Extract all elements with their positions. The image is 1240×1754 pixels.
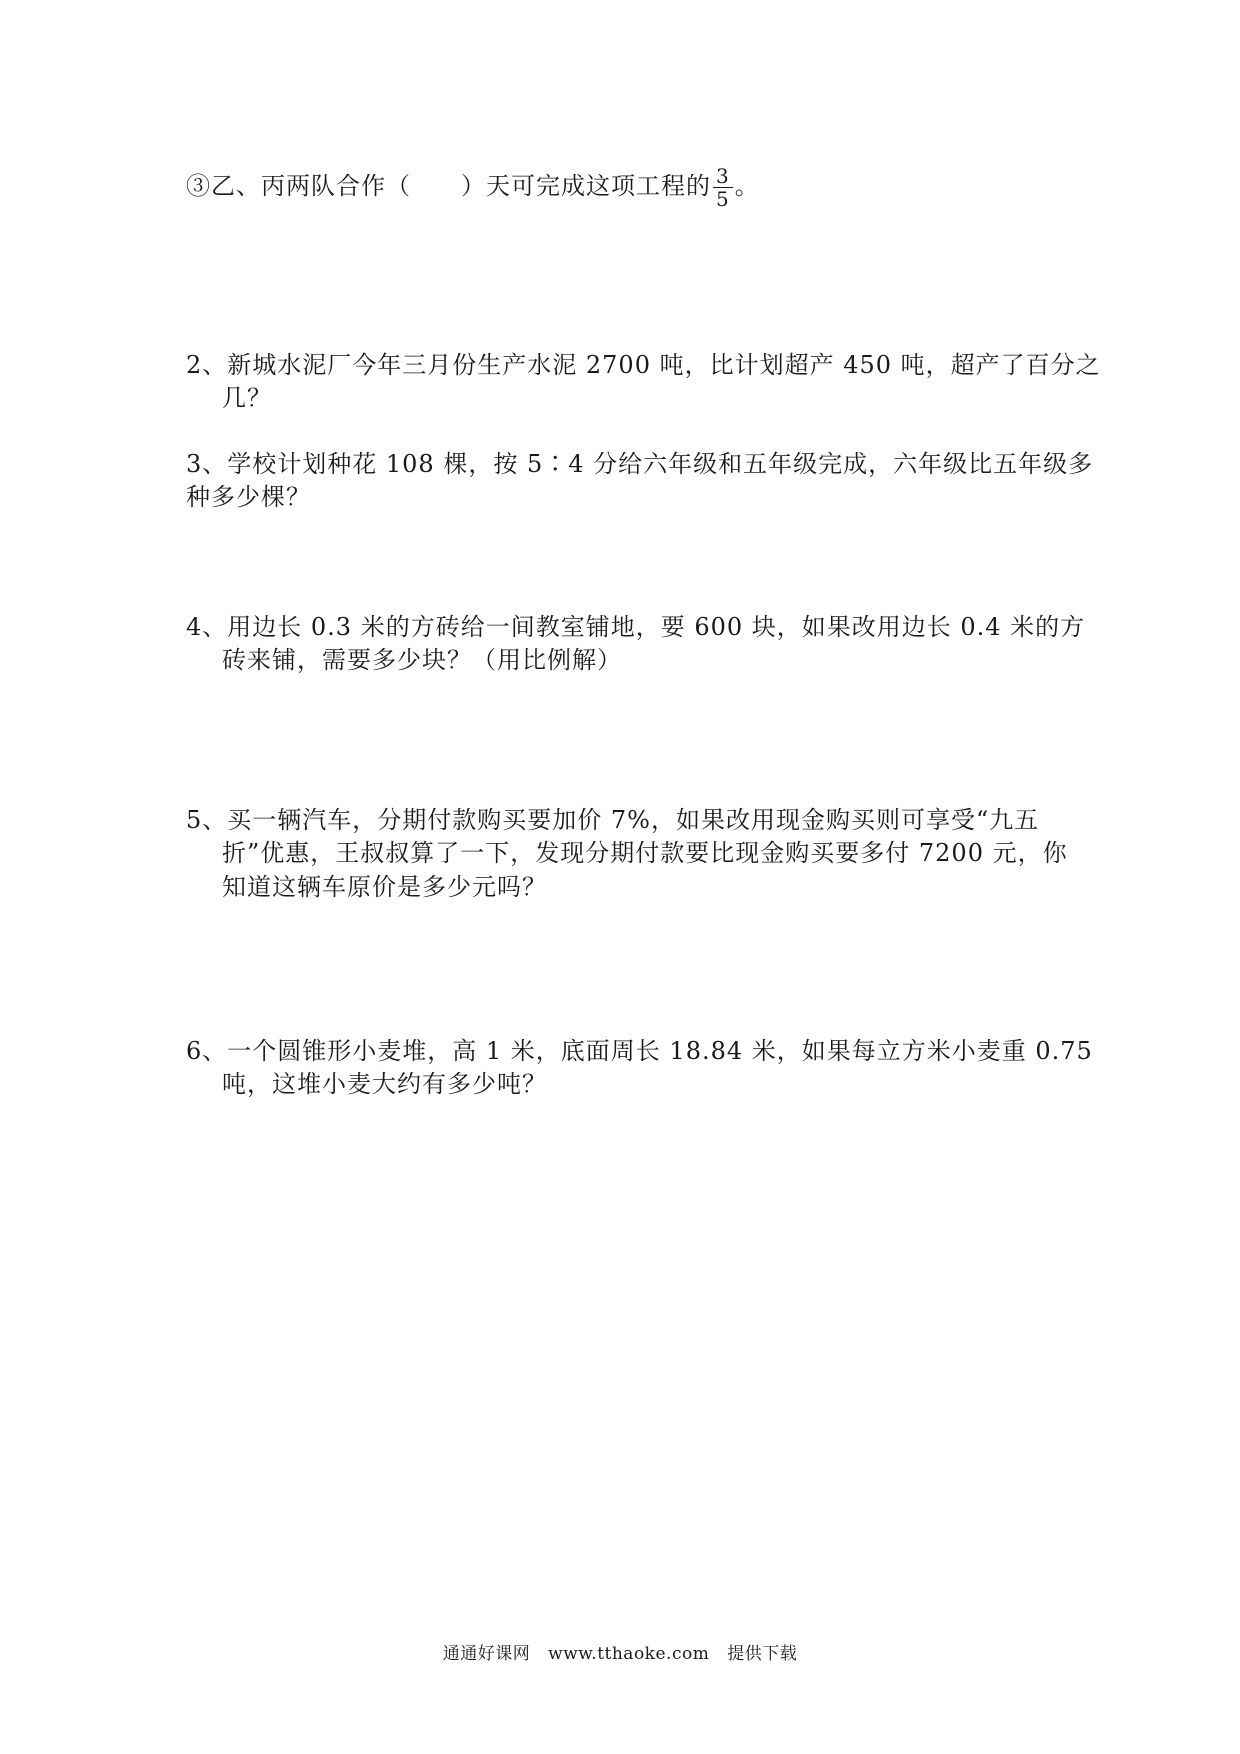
footer	[0, 1643, 1240, 1665]
question-5-line-2: 折”优惠，王叔叔算了一下，发现分期付款要比现金购买要多付 7200 元，你	[222, 839, 1068, 867]
question-text: ③乙、丙两队合作（ ）天可完成这项工程的	[186, 172, 711, 200]
question-5-line-3: 知道这辆车原价是多少元吗？	[222, 873, 547, 901]
question-1-part-3	[186, 165, 760, 210]
question-4-line-2: 砖来铺，需要多少块？（用比例解）	[222, 646, 622, 674]
footer-site-name: 通通好课网	[442, 1644, 531, 1664]
question-4-line-1: 4、用边长 0.3 米的方砖给一间教室铺地，要 600 块，如果改用边长 0.4 米的方	[186, 613, 1086, 641]
fraction-denominator: 5	[716, 187, 730, 211]
footer-url: www.tthaoke.com	[548, 1644, 710, 1664]
question-2-line-2: 几？	[222, 384, 272, 412]
footer-download-text: 提供下载	[727, 1644, 798, 1664]
question-6-line-1: 6、一个圆锥形小麦堆，高 1 米，底面周长 18.84 米，如果每立方米小麦重 0.75	[186, 1037, 1093, 1065]
question-2-line-1: 2、新城水泥厂今年三月份生产水泥 2700 吨，比计划超产 450 吨，超产了百分之	[186, 351, 1101, 379]
question-text-end: 。	[734, 172, 760, 200]
question-3-line-2: 种多少棵？	[186, 483, 311, 511]
question-5-line-1: 5、买一辆汽车，分期付款购买要加价 7%，如果改用现金购买则可享受“九五	[186, 806, 1040, 834]
question-6-line-2: 吨，这堆小麦大约有多少吨？	[222, 1070, 547, 1098]
fraction-numerator: 3	[713, 165, 733, 188]
question-3-line-1: 3、学校计划种花 108 棵，按 5∶4 分给六年级和五年级完成，六年级比五年级多	[186, 450, 1094, 478]
fraction	[713, 165, 733, 210]
